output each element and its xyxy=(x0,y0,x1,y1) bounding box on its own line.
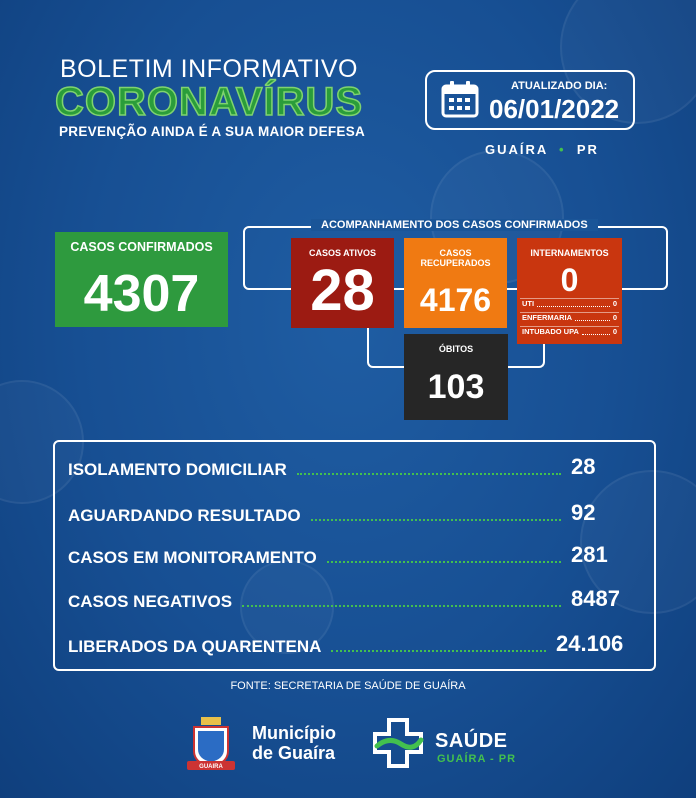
update-date: 06/01/2022 xyxy=(489,94,620,124)
update-label: ATUALIZADO DIA: xyxy=(511,80,608,92)
tracking-title: ACOMPANHAMENTO DOS CASOS CONFIRMADOS xyxy=(311,219,598,231)
recovered-value: 4176 xyxy=(419,282,492,318)
bulletin-subtitle: PREVENÇÃO AINDA É A SUA MAIOR DEFESA xyxy=(59,124,366,139)
stat-label: LIBERADOS DA QUARENTENA xyxy=(68,637,322,656)
hospitalized-row-intubated: INTUBADO UPA 0 xyxy=(522,327,617,336)
recovered-label: CASOS RECUPERADOS xyxy=(420,248,491,268)
stat-row xyxy=(68,629,641,657)
hospitalized-row-ward: ENFERMARIA 0 xyxy=(522,313,617,322)
bulletin-title: BOLETIM INFORMATIVO xyxy=(60,55,358,83)
hospitalized-label: INTERNAMENTOS xyxy=(530,248,609,258)
municipality-crest-logo xyxy=(186,715,236,773)
active-value: 28 xyxy=(310,258,375,323)
source-note: FONTE: SECRETARIA DE SAÚDE DE GUAÍRA xyxy=(230,680,466,692)
active-cases-card xyxy=(291,238,394,328)
health-department-name: SAÚDE xyxy=(435,730,508,752)
hospitalized-row-uti: UTI 0 xyxy=(522,299,617,308)
dotted-leader xyxy=(311,519,561,521)
confirmed-value: 4307 xyxy=(83,265,200,323)
deaths-card xyxy=(404,334,508,420)
dotted-leader xyxy=(331,650,546,652)
stat-row xyxy=(68,452,641,480)
stat-value: 28 xyxy=(571,454,596,479)
stat-label: CASOS NEGATIVOS xyxy=(68,592,233,611)
calendar-icon xyxy=(441,80,479,118)
hospitalized-value: 0 xyxy=(560,262,579,298)
stat-value: 92 xyxy=(571,500,596,525)
dotted-leader xyxy=(327,561,561,563)
stat-value: 281 xyxy=(571,542,608,567)
confirmed-label: CASOS CONFIRMADOS xyxy=(70,240,213,254)
location-state: PR xyxy=(576,142,599,157)
dotted-leader xyxy=(242,605,561,607)
health-cross-logo xyxy=(371,716,425,770)
confirmed-cases-card xyxy=(55,232,228,327)
deaths-label: ÓBITOS xyxy=(438,344,474,354)
stat-label: ISOLAMENTO DOMICILIAR xyxy=(68,460,287,479)
stat-row xyxy=(68,584,641,612)
coronavirus-title: CORONAVÍRUS xyxy=(55,80,364,124)
stat-label: AGUARDANDO RESULTADO xyxy=(68,506,301,525)
update-date-box xyxy=(425,70,635,130)
active-label: CASOS ATIVOS xyxy=(308,248,376,258)
location xyxy=(485,142,599,157)
deaths-value: 103 xyxy=(427,368,485,406)
hospitalized-card xyxy=(517,238,622,344)
stat-value: 24.106 xyxy=(556,631,624,656)
stat-value: 8487 xyxy=(571,586,620,611)
stat-row xyxy=(68,540,641,568)
stats-table xyxy=(53,440,656,671)
stat-row xyxy=(68,498,641,526)
location-separator: • xyxy=(559,142,566,157)
municipality-name: Município de Guaíra xyxy=(252,723,336,763)
location-city: GUAÍRA xyxy=(485,142,548,157)
dotted-leader xyxy=(297,473,561,475)
recovered-cases-card xyxy=(404,238,507,328)
health-department-location: GUAÍRA - PR xyxy=(437,753,517,765)
svg-text:GUAIRA: GUAIRA xyxy=(199,764,223,770)
stat-label: CASOS EM MONITORAMENTO xyxy=(68,548,317,567)
